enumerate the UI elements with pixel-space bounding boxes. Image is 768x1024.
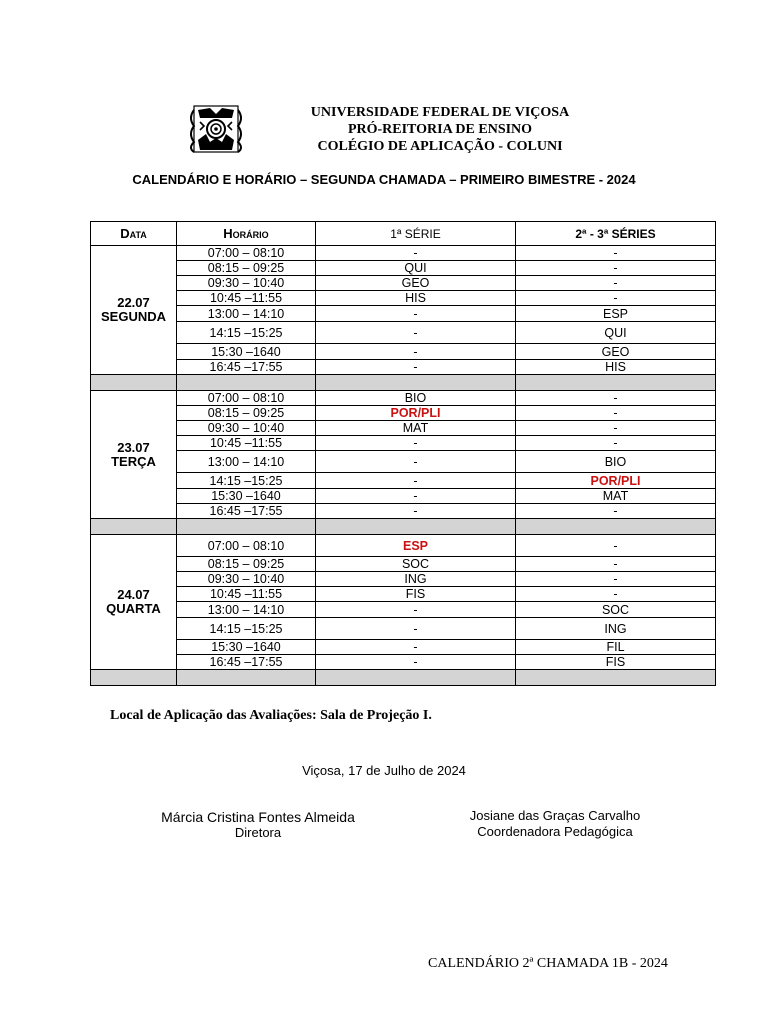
serie-2-3-cell: - (516, 572, 716, 587)
serie-1-cell: - (316, 602, 516, 618)
serie-2-3-cell: SOC (516, 602, 716, 618)
table-row (91, 557, 716, 572)
serie-2-3-cell: - (516, 276, 716, 291)
serie-1-cell: - (316, 489, 516, 504)
table-row (91, 451, 716, 473)
serie-2-3-cell: - (516, 504, 716, 519)
serie-2-3-cell: - (516, 261, 716, 276)
day-weekday: QUARTA (106, 601, 161, 616)
serie-1-cell: - (316, 322, 516, 344)
separator-cell (316, 519, 516, 535)
column-header-serie-2-3: 2ª - 3ª SÉRIES (516, 222, 716, 246)
column-header-serie-1: 1ª SÉRIE (316, 222, 516, 246)
table-row (91, 391, 716, 406)
separator-cell (516, 670, 716, 686)
time-cell: 08:15 – 09:25 (177, 557, 316, 572)
separator-cell (177, 519, 316, 535)
document-title: CALENDÁRIO E HORÁRIO – SEGUNDA CHAMADA – PRIMEIRO BIMESTRE - 2024 (132, 172, 636, 187)
table-row (91, 276, 716, 291)
time-cell: 16:45 –17:55 (177, 360, 316, 375)
table-row (91, 640, 716, 655)
day-separator-row (91, 519, 716, 535)
day-separator-row (91, 670, 716, 686)
serie-1-cell: GEO (316, 276, 516, 291)
serie-1-cell: - (316, 504, 516, 519)
separator-cell (516, 375, 716, 391)
schedule-table (90, 221, 716, 686)
signature-name: Márcia Cristina Fontes Almeida (161, 809, 355, 825)
signature-role: Coordenadora Pedagógica (477, 824, 633, 839)
time-cell: 07:00 – 08:10 (177, 391, 316, 406)
table-row (91, 421, 716, 436)
serie-1-cell: - (316, 473, 516, 489)
day-date: 22.07 (117, 295, 150, 310)
serie-1-cell: ING (316, 572, 516, 587)
separator-cell (91, 670, 177, 686)
serie-1-cell: ESP (316, 535, 516, 557)
signature-name: Josiane das Graças Carvalho (469, 808, 641, 823)
serie-1-cell: POR/PLI (316, 406, 516, 421)
serie-1-cell: - (316, 344, 516, 360)
signature-role: Diretora (234, 825, 282, 840)
separator-cell (316, 375, 516, 391)
table-row (91, 436, 716, 451)
table-row (91, 322, 716, 344)
serie-2-3-cell: - (516, 436, 716, 451)
table-row (91, 655, 716, 670)
time-cell: 14:15 –15:25 (177, 618, 316, 640)
serie-1-cell: HIS (316, 291, 516, 306)
serie-2-3-cell: MAT (516, 489, 716, 504)
table-row (91, 572, 716, 587)
serie-2-3-cell: FIS (516, 655, 716, 670)
serie-1-cell: QUI (316, 261, 516, 276)
serie-1-cell: - (316, 246, 516, 261)
table-row (91, 602, 716, 618)
day-weekday: TERÇA (111, 453, 156, 469)
day-cell (91, 535, 177, 670)
time-cell: 10:45 –11:55 (177, 587, 316, 602)
time-cell: 16:45 –17:55 (177, 655, 316, 670)
day-date: 23.07 (117, 439, 150, 455)
serie-1-cell: SOC (316, 557, 516, 572)
serie-1-cell: - (316, 360, 516, 375)
table-row (91, 360, 716, 375)
table-row (91, 291, 716, 306)
table-row (91, 246, 716, 261)
institution-department: PRÓ-REITORIA DE ENSINO (347, 122, 533, 137)
place-date: Viçosa, 17 de Julho de 2024 (302, 763, 466, 778)
serie-2-3-cell: BIO (516, 451, 716, 473)
serie-1-cell: MAT (316, 421, 516, 436)
table-row (91, 587, 716, 602)
table-row (91, 261, 716, 276)
serie-1-cell: BIO (316, 391, 516, 406)
serie-1-cell: - (316, 640, 516, 655)
time-cell: 08:15 – 09:25 (177, 261, 316, 276)
time-cell: 10:45 –11:55 (177, 436, 316, 451)
time-cell: 09:30 – 10:40 (177, 276, 316, 291)
institution-school: COLÉGIO DE APLICAÇÃO - COLUNI (317, 139, 563, 154)
day-cell (91, 246, 177, 375)
time-cell: 09:30 – 10:40 (177, 421, 316, 436)
time-cell: 07:00 – 08:10 (177, 246, 316, 261)
time-cell: 13:00 – 14:10 (177, 602, 316, 618)
exam-location: Local de Aplicação das Avaliações: Sala de Projeção I. (110, 708, 432, 723)
signature-coordinator (435, 808, 675, 840)
day-cell (91, 391, 177, 519)
table-row (91, 344, 716, 360)
serie-2-3-cell: - (516, 391, 716, 406)
time-cell: 15:30 –1640 (177, 640, 316, 655)
separator-cell (316, 670, 516, 686)
serie-1-cell: - (316, 436, 516, 451)
serie-2-3-cell: HIS (516, 360, 716, 375)
table-header-row (91, 222, 716, 246)
time-cell: 16:45 –17:55 (177, 504, 316, 519)
day-date: 24.07 (117, 587, 150, 602)
institution-name: UNIVERSIDADE FEDERAL DE VIÇOSA (310, 105, 570, 120)
time-cell: 13:00 – 14:10 (177, 306, 316, 322)
serie-2-3-cell: - (516, 246, 716, 261)
serie-2-3-cell: - (516, 421, 716, 436)
serie-1-cell: FIS (316, 587, 516, 602)
time-cell: 13:00 – 14:10 (177, 451, 316, 473)
column-header-date: Data (91, 222, 177, 246)
separator-cell (177, 670, 316, 686)
table-row (91, 306, 716, 322)
table-row (91, 504, 716, 519)
serie-2-3-cell: ESP (516, 306, 716, 322)
serie-2-3-cell: GEO (516, 344, 716, 360)
table-row (91, 489, 716, 504)
serie-2-3-cell: - (516, 291, 716, 306)
separator-cell (177, 375, 316, 391)
serie-2-3-cell: - (516, 535, 716, 557)
day-separator-row (91, 375, 716, 391)
serie-2-3-cell: - (516, 557, 716, 572)
serie-1-cell: - (316, 618, 516, 640)
time-cell: 14:15 –15:25 (177, 473, 316, 489)
serie-2-3-cell: - (516, 406, 716, 421)
separator-cell (91, 375, 177, 391)
footer-label: CALENDÁRIO 2ª CHAMADA 1B - 2024 (428, 956, 668, 971)
table-row (91, 535, 716, 557)
table-row (91, 473, 716, 489)
serie-1-cell: - (316, 655, 516, 670)
time-cell: 15:30 –1640 (177, 344, 316, 360)
separator-cell (516, 519, 716, 535)
serie-2-3-cell: - (516, 587, 716, 602)
day-weekday: SEGUNDA (100, 309, 166, 324)
time-cell: 07:00 – 08:10 (177, 535, 316, 557)
table-row (91, 618, 716, 640)
serie-1-cell: - (316, 306, 516, 322)
serie-2-3-cell: ING (516, 618, 716, 640)
signature-director (138, 809, 378, 841)
time-cell: 09:30 – 10:40 (177, 572, 316, 587)
table-row (91, 406, 716, 421)
time-cell: 15:30 –1640 (177, 489, 316, 504)
time-cell: 08:15 – 09:25 (177, 406, 316, 421)
serie-1-cell: - (316, 451, 516, 473)
column-header-time: Horário (177, 222, 316, 246)
time-cell: 10:45 –11:55 (177, 291, 316, 306)
time-cell: 14:15 –15:25 (177, 322, 316, 344)
serie-2-3-cell: FIL (516, 640, 716, 655)
separator-cell (91, 519, 177, 535)
serie-2-3-cell: POR/PLI (516, 473, 716, 489)
serie-2-3-cell: QUI (516, 322, 716, 344)
